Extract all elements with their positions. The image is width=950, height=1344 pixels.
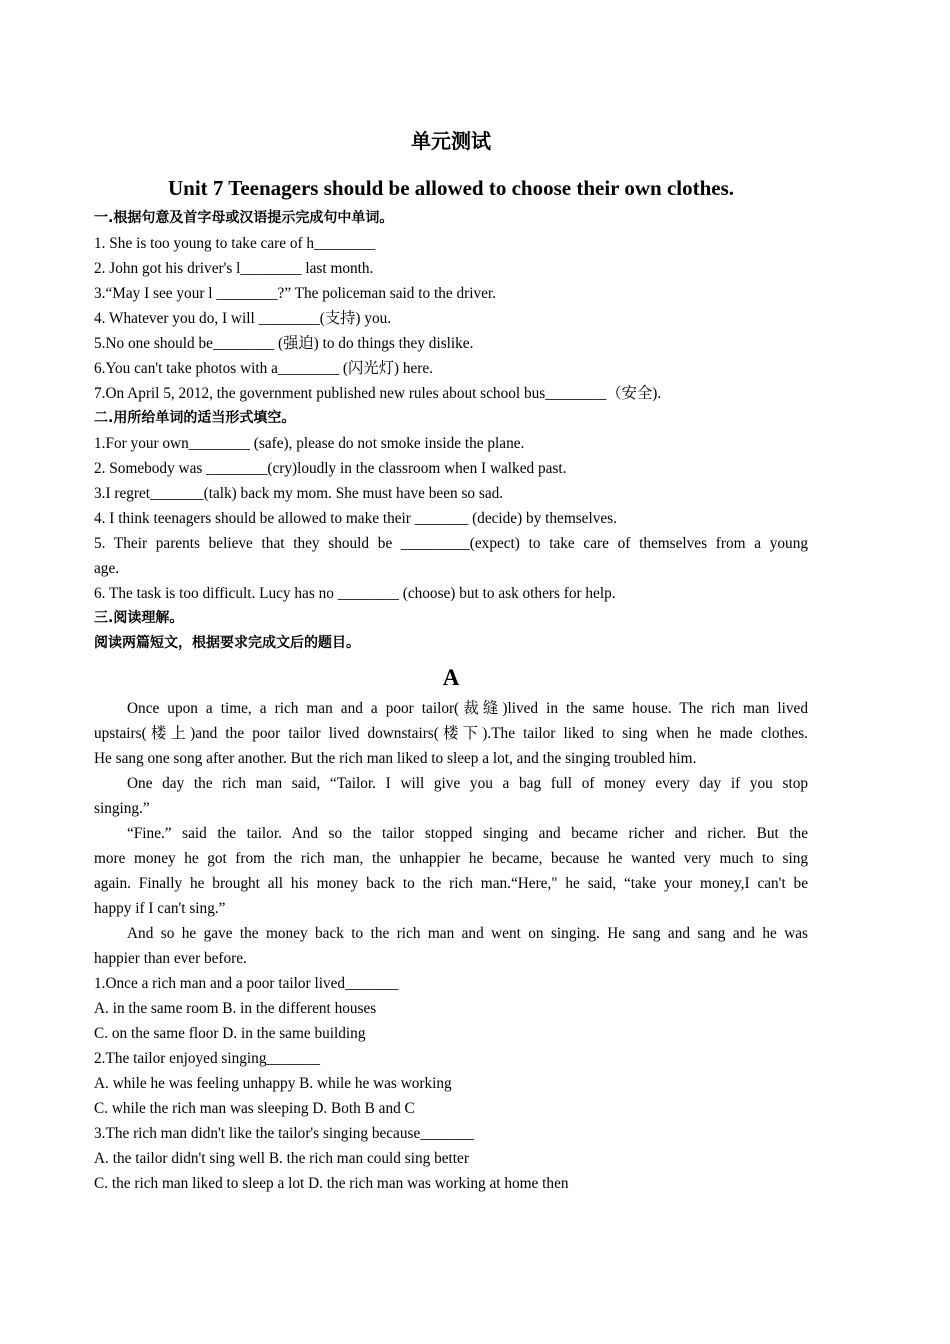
- s2-item-1: 1.For your own________ (safe), please do not smoke inside the plane.: [94, 435, 525, 452]
- question-1-stem: 1.Once a rich man and a poor tailor lived_______: [94, 975, 399, 992]
- s1-item-3: 3.“May I see your l ________?” The policeman said to the driver.: [94, 285, 496, 302]
- s2-item-5-line-2: age.: [94, 560, 120, 577]
- section-2-heading: 二.用所给单词的适当形式填空。: [94, 410, 296, 426]
- passage-a-p1-line-3: He sang one song after another. But the rich man liked to sleep a lot, and the singing troubled him.: [94, 750, 697, 767]
- s1-item-5: 5.No one should be________ (强迫) to do things they dislike.: [94, 335, 474, 352]
- passage-a-questions: [94, 971, 808, 1196]
- passage-a-p2-line-1: One day the rich man said, “Tailor. I will give you a bag full of money every day if you stop: [127, 775, 808, 792]
- s1-item-1: 1. She is too young to take care of h________: [94, 235, 376, 252]
- passage-a-p3-line-1: “Fine.” said the tailor. And so the tailor stopped singing and became richer and richer. But the: [127, 825, 808, 842]
- question-3-options-ab: A. the tailor didn't sing well B. the rich man could sing better: [94, 1150, 469, 1167]
- s2-item-4: 4. I think teenagers should be allowed to make their _______ (decide) by themselves.: [94, 510, 617, 527]
- passage-a-p2-line-2: singing.”: [94, 800, 150, 817]
- question-3-stem: 3.The rich man didn't like the tailor's singing because_______: [94, 1125, 474, 1142]
- question-2-stem: 2.The tailor enjoyed singing_______: [94, 1050, 321, 1067]
- passage-a-p1-line-2: upstairs(楼上)and the poor tailor lived downstairs(楼下).The tailor liked to sing when he made clothes.: [94, 725, 808, 742]
- s1-item-7: 7.On April 5, 2012, the government published new rules about school bus________（安全).: [94, 385, 662, 402]
- question-1-options-cd: C. on the same floor D. in the same building: [94, 1025, 366, 1042]
- passage-a-p3-line-4: happy if I can't sing.”: [94, 900, 226, 917]
- s1-item-6: 6.You can't take photos with a________ (闪光灯) here.: [94, 360, 433, 377]
- passage-a-p1-line-1: Once upon a time, a rich man and a poor tailor(裁缝)lived in the same house. The rich man lived: [127, 700, 808, 717]
- s1-item-2: 2. John got his driver's l________ last month.: [94, 260, 374, 277]
- s2-item-2: 2. Somebody was ________(cry)loudly in the classroom when I walked past.: [94, 460, 567, 477]
- s2-item-3: 3.I regret_______(talk) back my mom. She must have been so sad.: [94, 485, 504, 502]
- question-2-options-cd: C. while the rich man was sleeping D. Both B and C: [94, 1100, 415, 1117]
- section-1: [94, 206, 808, 406]
- passage-a: [94, 660, 808, 971]
- passage-a-label: A: [442, 665, 460, 690]
- question-1-options-ab: A. in the same room B. in the different houses: [94, 1000, 377, 1017]
- section-1-heading: 一.根据句意及首字母或汉语提示完成句中单词。: [94, 210, 394, 226]
- section-3-instruction: 阅读两篇短文，根据要求完成文后的题目。: [94, 635, 360, 651]
- s2-item-5-line-1: 5. Their parents believe that they should be _________(expect) to take care of themselves from a young: [94, 535, 808, 552]
- question-2-options-ab: A. while he was feeling unhappy B. while he was working: [94, 1075, 452, 1092]
- section-2: [94, 406, 808, 606]
- s2-item-6: 6. The task is too difficult. Lucy has no ________ (choose) but to ask others for help.: [94, 585, 616, 602]
- page-title-cn: 单元测试: [411, 129, 491, 153]
- question-3-options-cd: C. the rich man liked to sleep a lot D. the rich man was working at home then: [94, 1175, 569, 1192]
- section-3: [94, 606, 808, 656]
- page-title-en: Unit 7 Teenagers should be allowed to choose their own clothes.: [167, 176, 735, 200]
- section-3-heading: 三.阅读理解。: [94, 610, 184, 626]
- passage-a-p3-line-2: more money he got from the rich man, the unhappier he became, because he wanted very much to sing: [94, 850, 808, 867]
- passage-a-p3-line-3: again. Finally he brought all his money back to the rich man.“Here," he said, “take your money,I can't be: [94, 875, 808, 892]
- document-page: [94, 126, 808, 1196]
- passage-a-p4-line-1: And so he gave the money back to the rich man and went on singing. He sang and sang and he was: [127, 925, 808, 942]
- s1-item-4: 4. Whatever you do, I will ________(支持) you.: [94, 310, 392, 327]
- passage-a-p4-line-2: happier than ever before.: [94, 950, 247, 967]
